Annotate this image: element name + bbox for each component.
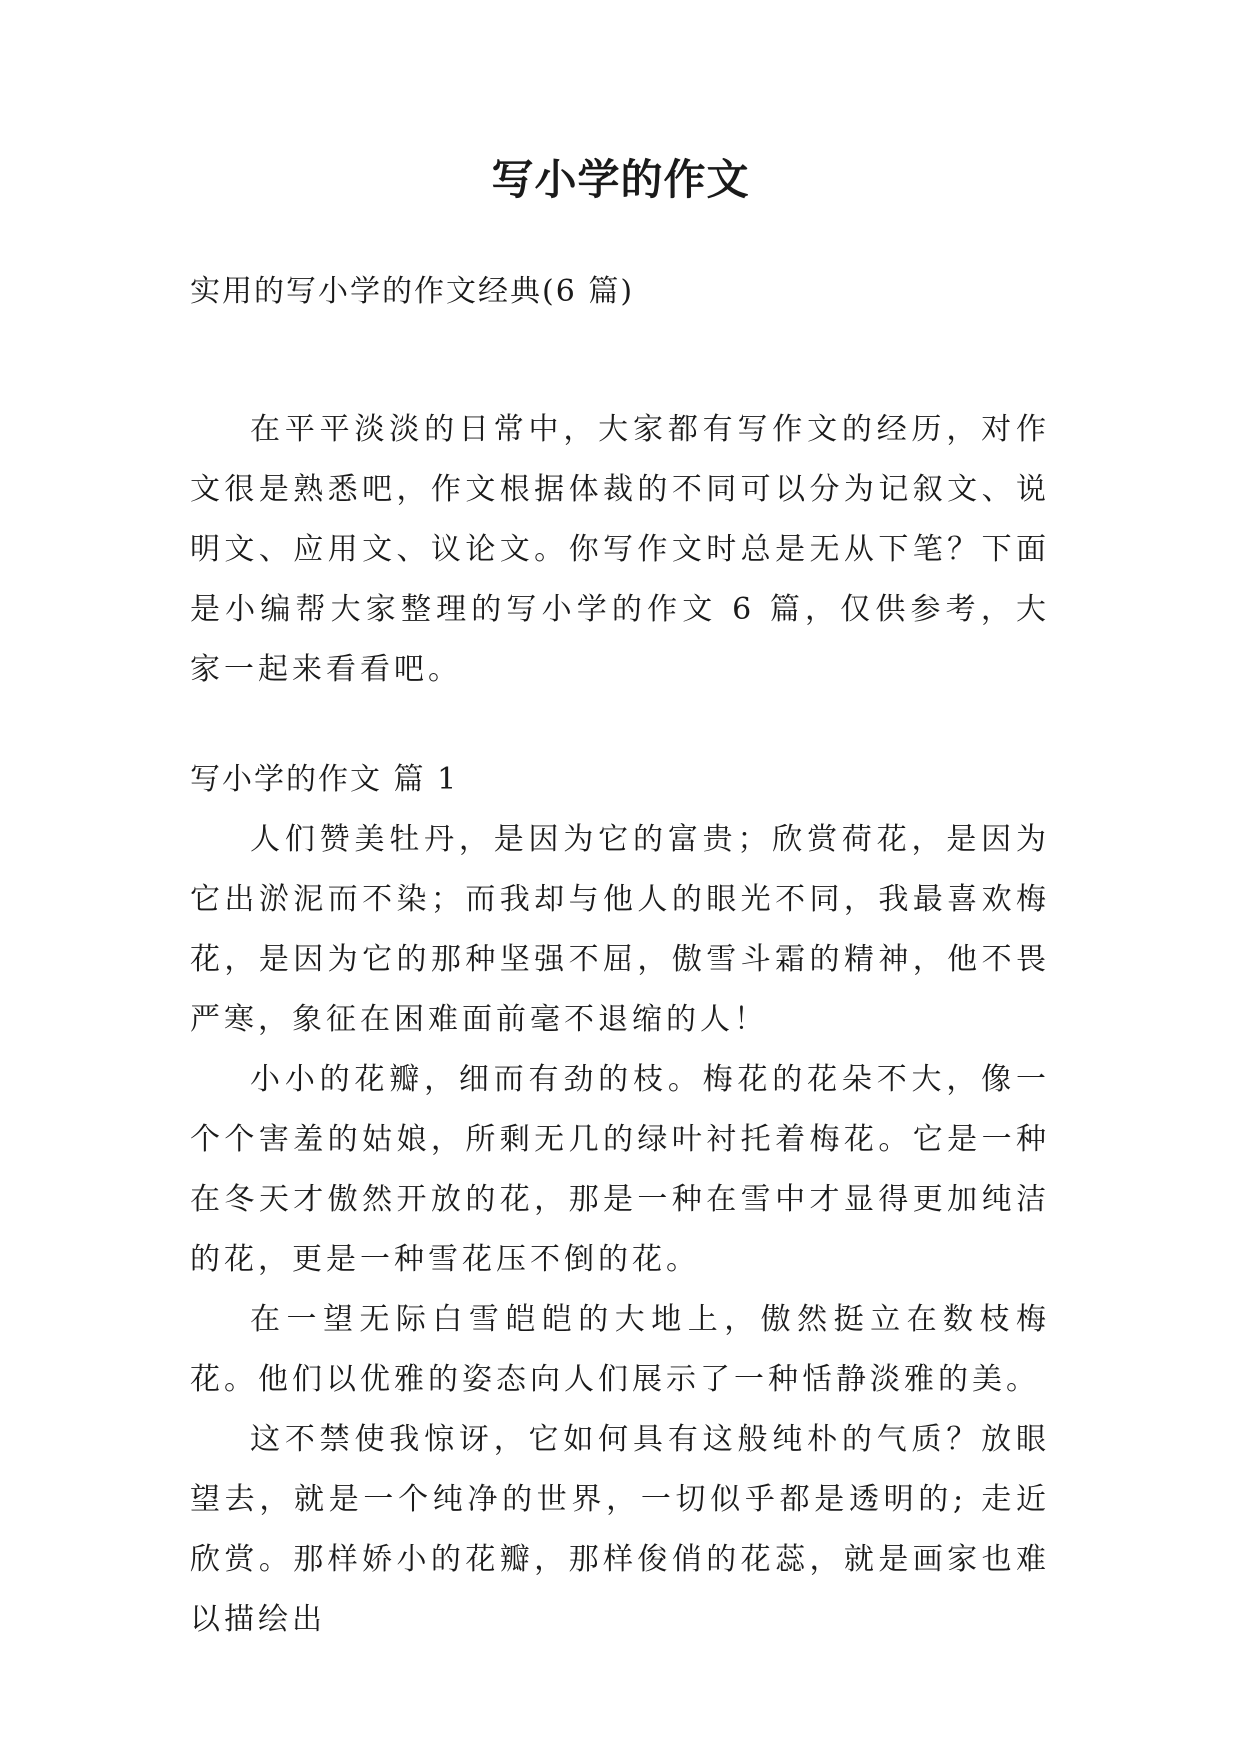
- article-paragraph: 这不禁使我惊讶，它如何具有这般纯朴的气质？放眼望去，就是一个纯净的世界，一切似乎都是透明的; 走近欣赏。那样娇小的花瓣，那样俊俏的花蕊，就是画家也难以描绘出: [190, 1422, 1050, 1637]
- section-heading: 写小学的作文 篇 1: [190, 762, 459, 797]
- document-title: 写小学的作文: [491, 155, 750, 204]
- document-subtitle: 实用的写小学的作文经典(6 篇): [190, 274, 635, 309]
- article-paragraph: 在一望无际白雪皑皑的大地上，傲然挺立在数枝梅花。他们以优雅的姿态向人们展示了一种恬静淡雅的美。: [190, 1302, 1050, 1397]
- article-paragraph: 人们赞美牡丹，是因为它的富贵；欣赏荷花，是因为它出淤泥而不染；而我却与他人的眼光不同，我最喜欢梅花，是因为它的那种坚强不屈，傲雪斗霜的精神，他不畏严寒，象征在困难面前毫不退缩的人！: [190, 822, 1050, 1037]
- intro-paragraph: 在平平淡淡的日常中，大家都有写作文的经历，对作文很是熟悉吧，作文根据体裁的不同可以分为记叙文、说明文、应用文、议论文。你写作文时总是无从下笔？下面是小编帮大家整理的写小学的作文 6 篇，仅供参考，大家一起来看看吧。: [190, 412, 1050, 687]
- intro-section: [190, 400, 1050, 700]
- article-paragraph: 小小的花瓣，细而有劲的枝。梅花的花朵不大，像一个个害羞的姑娘，所剩无几的绿叶衬托着梅花。它是一种在冬天才傲然开放的花，那是一种在雪中才显得更加纯洁的花，更是一种雪花压不倒的花。: [190, 1062, 1050, 1277]
- article-body: [190, 810, 1050, 1650]
